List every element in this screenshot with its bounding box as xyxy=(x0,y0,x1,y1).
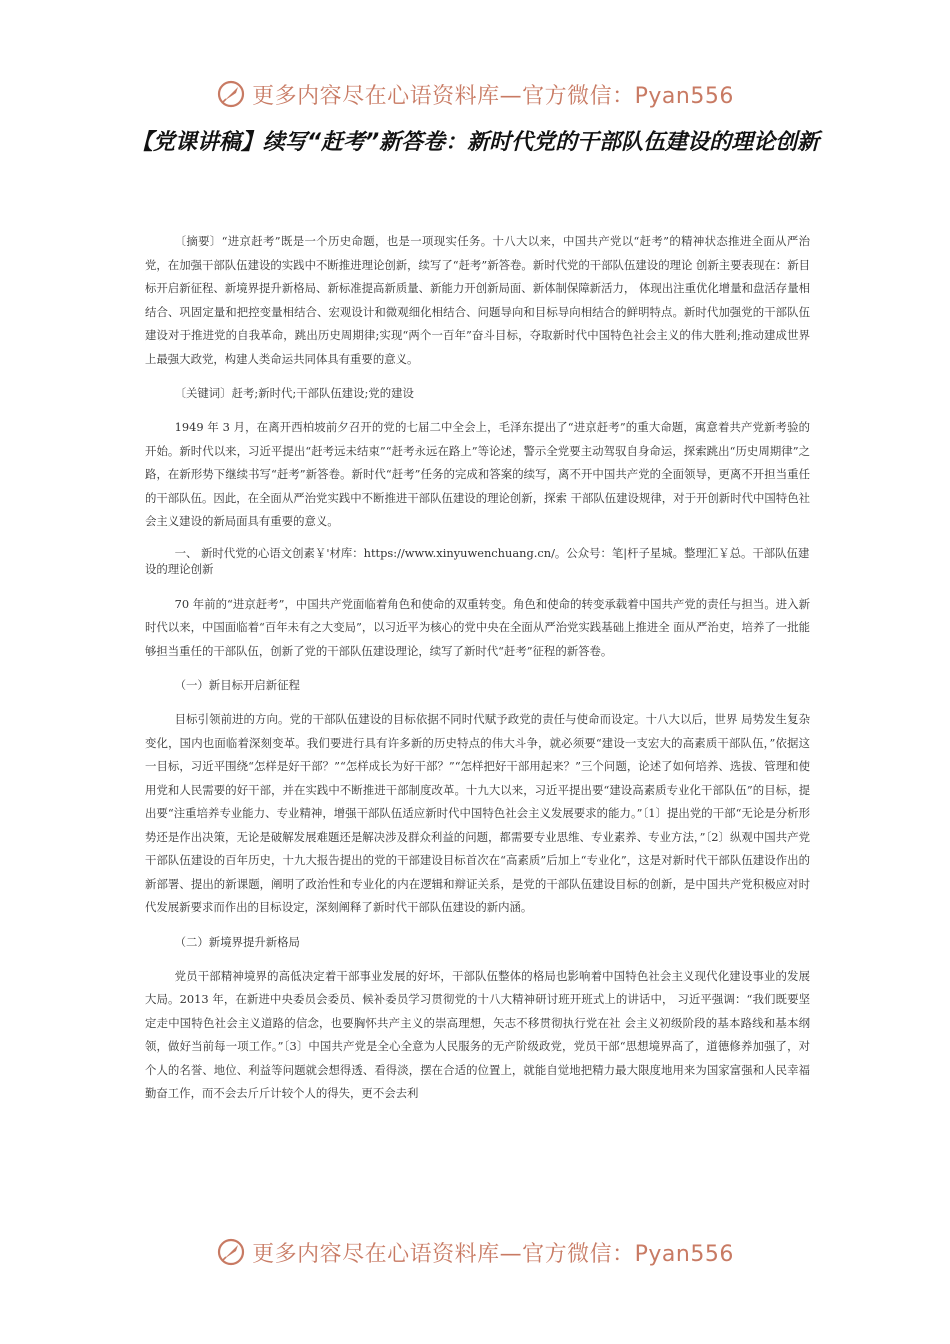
section-heading-1: 一、 新时代党的心语文创素￥'材库：https://www.xinyuwenchuang.cn/。公众号：笔|杆子星城。整理汇￥总。干部队伍建设的理论创新 xyxy=(145,545,810,576)
abstract-paragraph: 〔摘要〕“进京赶考”既是一个历史命题，也是一项现实任务。十八大以来，中国共产党以“赶考”的精神状态推进全面从严治党，在加强干部队伍建设的实践中不断推进理论创新，续写了“赶考”新答卷。新时代党的干部队伍建设的理论 创新主要表现在：新目标开启新征程、新境界提升新格局、新标准提高新质量、新能力开创新局面、新体制保障新活力， 体现出注重优化增量和盘活存量相结合、巩固定量和把控变量相结合、宏观设计和微观细化相结合、问题导向和目标导向相结合的鲜明特点。新时代加强党的干部队伍建设对于推进党的自我革命，跳出历史周期律;实现“两个一百年”奋斗目标，夺取新时代中国特色社会主义的伟大胜利;推动建成世界上最强大政党，构建人类命运共同体具有重要的意义。 xyxy=(145,234,810,366)
banner-text: 更多内容尽在心语资料库—官方微信：Pyan556 xyxy=(252,1241,734,1267)
page-title: 【党课讲稿】续写“赶考”新答卷：新时代党的干部队伍建设的理论创新 xyxy=(130,130,820,155)
subsection-1-paragraph: 目标引领前进的方向。党的干部队伍建设的目标依据不同时代赋予政党的责任与使命而设定。十八大以后，世界 局势发生复杂变化，国内也面临着深刻变革。我们要进行具有许多新的历史特点的伟大斗争，就必须要“建设一支宏大的高素质干部队伍，”依据这一目标，习近平围绕“怎样是好干部？”“怎样成长为好干部？”“怎样把好干部用起来？”三个问题，论述了如何培养、选拔、管理和使用党和人民需要的好干部，并在实践中不断推进干部制度改革。十九大以来，习近平提出要“建设高素质专业化干部队伍”的目标，提出要“注重培养专业能力、专业精神，增强干部队伍适应新时代中国特色社会主义发展要求的能力。”〔1〕提出党的干部“无论是分析形势还是作出决策，无论是破解发展难题还是解决涉及群众利益的问题，都需要专业思维、专业素养、专业方法，”〔2〕纵观中国共产党干部队伍建设的百年历史，十九大报告提出的党的干部建设目标首次在“高素质”后加上“专业化”，这是对新时代干部队伍建设作出的新部署、提出的新课题，阐明了政治性和专业化的内在逻辑和辩证关系，是党的干部队伍建设目标的创新，是中国共产党积极应对时代发展新要求而作出的目标设定，深刻阐释了新时代干部队伍建设的新内涵。 xyxy=(145,712,810,914)
footer-watermark-banner xyxy=(0,1232,950,1272)
intro-paragraph: 1949 年 3 月，在离开西柏坡前夕召开的党的七届二中全会上，毛泽东提出了“进京赶考”的重大命题，寓意着共产党新考验的开始。新时代以来，习近平提出“赶考远未结束”“赶考永远在路上”等论述，警示全党要主动驾驭自身命运，探索跳出“历史周期律”之路，在新形势下继续书写“赶考”新答卷。新时代“赶考”任务的完成和答案的续写，离不开中国共产党的全面领导，更离不开担当重任的干部队伍。因此，在全面从严治党实践中不断推进干部队伍建设的理论创新，探索 干部队伍建设规律，对于开创新时代中国特色社会主义建设的新局面具有重要的意义。 xyxy=(145,420,810,528)
section-1-paragraph: 70 年前的“进京赶考”，中国共产党面临着角色和使命的双重转变。角色和使命的转变承载着中国共产党的责任与担当。进入新时代以来，中国面临着“百年未有之大变局”，以习近平为核心的党中央在全面从严治党实践基础上推进全 面从严治吏，培养了一批能够担当重任的干部队伍，创新了党的干部队伍建设理论，续写了新时代“赶考”征程的新答卷。 xyxy=(145,596,810,658)
subsection-heading-1: （一）新目标开启新征程 xyxy=(174,678,300,692)
keywords-line: 〔关键词〕赶考;新时代;干部队伍建设;党的建设 xyxy=(174,386,414,400)
subsection-heading-2: （二）新境界提升新格局 xyxy=(174,934,300,949)
subsection-2-paragraph: 党员干部精神境界的高低决定着干部事业发展的好坏，干部队伍整体的格局也影响着中国特色社会主义现代化建设事业的发展大局。2013 年，在新进中央委员会委员、候补委员学习贯彻党的十八大精神研讨班开班式上的讲话中， 习近平强调：“我们既要坚定走中国特色社会主义道路的信念，也要胸怀共产主义的崇高理想，矢志不移贯彻执行党在社 会主义初级阶段的基本路线和基本纲领，做好当前每一项工作。”〔3〕中国共产党是全心全意为人民服务的无产阶级政党，党员干部“思想境界高了，道德修养加强了，对个人的名誉、地位、利益等问题就会想得透、看得淡，摆在合适的位置上，就能自觉地把精力最大限度地用来为国家富强和人民幸福勤奋工作，而不会去斤斤计较个人的得失，更不会去利 xyxy=(145,968,810,1100)
quill-seal-icon xyxy=(216,79,246,109)
quill-seal-icon xyxy=(216,1237,246,1267)
article-body xyxy=(145,230,810,1117)
header-watermark-banner xyxy=(0,74,950,114)
banner-text: 更多内容尽在心语资料库—官方微信：Pyan556 xyxy=(252,83,734,109)
